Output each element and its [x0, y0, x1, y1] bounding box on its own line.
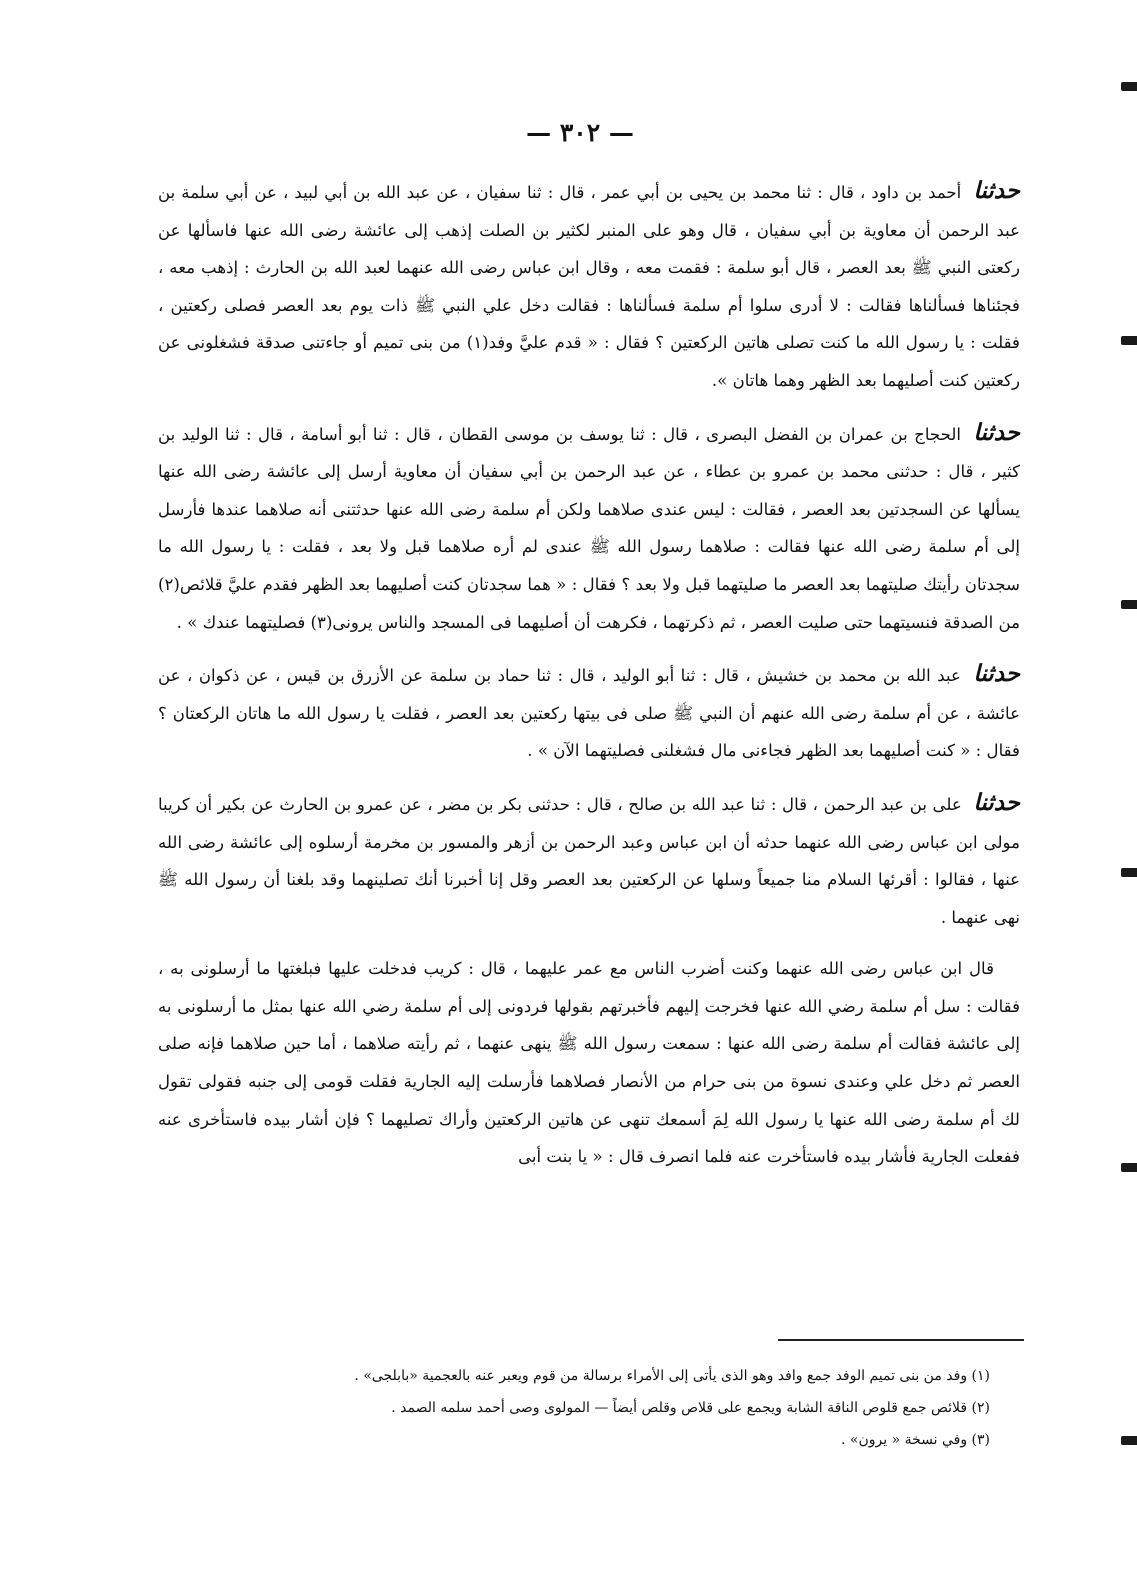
- scan-edge-mark: [1121, 336, 1137, 345]
- hadith-paragraph-1: [158, 172, 1020, 400]
- hadith-lead-word: حدثنا: [973, 418, 1020, 446]
- main-text: [158, 172, 1020, 1190]
- scan-edge-mark: [1121, 1436, 1137, 1445]
- hadith-text: الحجاج بن عمران بن الفضل البصرى ، قال : ثنا يوسف بن موسى القطان ، قال : ثنا أبو أسامة ، قال : ثنا الوليد بن كثير ، قال : حدثنى محمد بن عمرو بن عطاء ، عن عبد الرحمن بن أبي سفيان أن معاوية أرسل إلى عائشة رضى الله عنها يسألها عن السجدتين بعد العصر ، فقالت : ليس عندى صلاهما ولكن أم سلمة رضى الله عنها حدثتنى أنه صلاهما عندها فأرسل إلى أم سلمة رضى الله عنها فقالت : صلاهما رسول الله ﷺ عندى لم أره صلاهما قبل ولا بعد ، فقلت : يا رسول الله ما سجدتان رأيتك صليتهما بعد العصر ما صليتهما قبل ولا بعد ؟ فقال : « هما سجدتان كنت أصليهما بعد الظهر فقدم عليَّ قلائص(٢) من الصدقة فنسيتهما حتى صليت العصر ، ثم ذكرتهما ، فكرهت أن أصليهما فى المسجد والناس يرونى(٣) فصليتهما عندك » .: [158, 424, 1020, 632]
- hadith-lead-word: حدثنا: [973, 788, 1020, 816]
- page-number: — ٣٠٢ —: [526, 118, 634, 147]
- footnotes: [150, 1360, 990, 1456]
- hadith-paragraph-3: [158, 655, 1020, 770]
- hadith-lead-word: حدثنا: [973, 660, 1020, 688]
- hadith-paragraph-4: [158, 784, 1020, 936]
- footnote-1: (١) وفد من بنى تميم الوفد جمع وافد وهو الذى يأتى إلى الأمراء برسالة من قوم ويعبر عنه بالعجمية «بابلجى» .: [354, 1368, 990, 1384]
- scan-edge-mark: [1121, 868, 1137, 877]
- footnote-divider: [778, 1339, 1024, 1341]
- hadith-text: أحمد بن داود ، قال : ثنا محمد بن يحيى بن أبي عمر ، قال : ثنا سفيان ، عن عبد الله بن أبي لبيد ، عن أبي سلمة بن عبد الرحمن أن معاوية بن أبي سفيان ، قال وهو على المنبر لكثير بن الصلت إذهب إلى عائشة رضى الله عنها فاسألها عن ركعتى النبي ﷺ بعد العصر ، قال أبو سلمة : فقمت معه ، وقال ابن عباس رضى الله عنهما لعبد الله بن الحارث : إذهب معه ، فجئناها فسألناها فقالت : لا أدرى سلوا أم سلمة فسألناها : فقالت دخل علي النبي ﷺ ذات يوم بعد العصر فصلى ركعتين ، فقلت : يا رسول الله ما كنت تصلى هاتين الركعتين ؟ فقال : « قدم عليَّ وفد(١) من بنى تميم أو جاءتنى صدقة فشغلونى عن ركعتين كنت أصليهما بعد الظهر وهما هاتان ».: [158, 183, 1020, 390]
- scan-edge-mark: [1121, 600, 1137, 609]
- scan-edge-mark: [1121, 1163, 1137, 1172]
- hadith-text: عبد الله بن محمد بن خشيش ، قال : ثنا أبو الوليد ، قال : ثنا حماد بن سلمة عن الأزرق بن قيس ، عن ذكوان ، عن عائشة ، عن أم سلمة رضى الله عنهم أن النبي ﷺ صلى فى بيتها ركعتين بعد العصر ، فقلت يا رسول الله ما هاتان الركعتان ؟ فقال : « كنت أصليهما بعد الظهر فجاءنى مال فشغلنى فصليتهما الآن » .: [158, 666, 1020, 761]
- hadith-text: على بن عبد الرحمن ، قال : ثنا عبد الله بن صالح ، قال : حدثنى بكر بن مضر ، عن عمرو بن الحارث عن بكير أن كريبا مولى ابن عباس رضى الله عنهما حدثه أن ابن عباس وعبد الرحمن بن أزهر والمسور بن مخرمة أرسلوه إلى عائشة رضى الله عنها ، فقالوا : أقرئها السلام منا جميعاً وسلها عن الركعتين بعد العصر وقل إنا أخبرنا أنك تصلينهما وقد بلغنا أن رسول الله ﷺ نهى عنهما .: [158, 794, 1020, 927]
- scan-edge-mark: [1121, 82, 1137, 91]
- footnote-3: (٣) وفي نسخة « يرون» .: [840, 1432, 990, 1448]
- hadith-text: قال ابن عباس رضى الله عنهما وكنت أضرب الناس مع عمر عليهما ، قال : كريب فدخلت عليها فبلغتها ما أرسلونى به ، فقالت : سل أم سلمة رضي الله عنها فخرجت إليهم فأخبرتهم بقولها فردونى إلى أم سلمة رضي الله عنها بمثل ما أرسلونى به إلى عائشة فقالت أم سلمة رضى الله عنها : سمعت رسول الله ﷺ ينهى عنهما ، ثم رأيته صلاهما ، أما حين صلاهما فإنه صلى العصر ثم دخل علي وعندى نسوة من بنى حرام من الأنصار فصلاهما فأرسلت إليه الجارية فقلت قومى إلى جنبه فقولى تقول لك أم سلمة رضى الله عنها يا رسول الله لِمَ أسمعك تنهى عن هاتين الركعتين وأراك تصليهما ؟ فإن أشار بيده فاستأخرى عنه ففعلت الجارية فأشار بيده فاستأخرت عنه فلما انصرف قال : « يا بنت أبى: [158, 959, 1020, 1167]
- hadith-paragraph-2: [158, 414, 1020, 642]
- footnote-2: (٢) قلائص جمع قلوص الناقة الشابة ويجمع على قلاص وقلص أيضاً — المولوى وصى أحمد سلمه الصمد .: [391, 1400, 990, 1416]
- hadith-paragraph-5: [158, 950, 1020, 1176]
- hadith-lead-word: حدثنا: [973, 177, 1020, 204]
